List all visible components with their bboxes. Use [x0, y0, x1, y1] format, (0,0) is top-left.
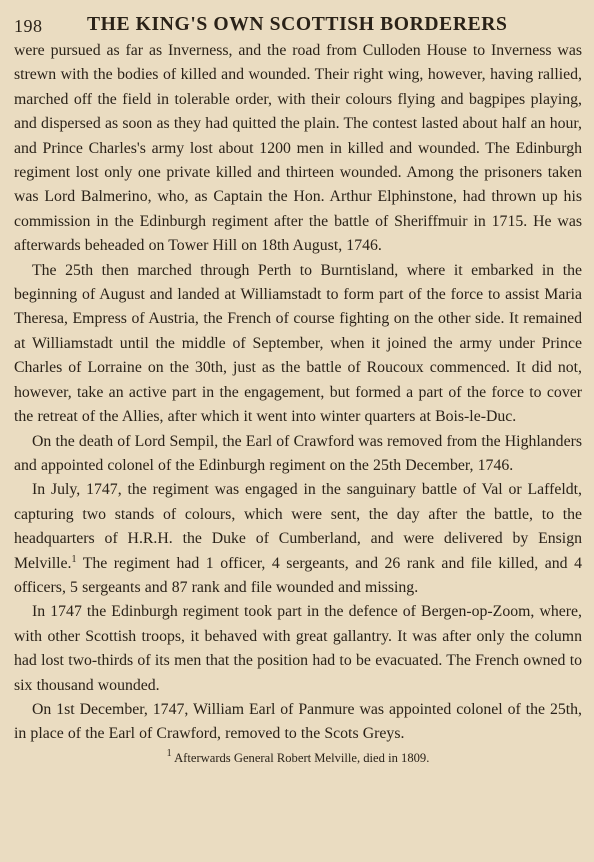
paragraph-laffeldt: [14, 478, 582, 600]
paragraph-culloden: were pursued as far as Inverness, and the road from Culloden House to Inverness was strewn with the bodies of killed and wounded. Their right wing, however, having rallied, marched off the field in tolerable order, with their colours flying and bagpipes playing, and dispersed as soon as they had quitted the plain. The contest lasted about half an hour, and Prince Charles's army lost about 1200 men in killed and wounded. The Edinburgh regiment lost only one private killed and thirteen wounded. Among the prisoners taken was Lord Balmerino, who, as Captain the Hon. Arthur Elphinstone, had thrown up his commission in the Edinburgh regiment after the battle of Sheriffmuir in 1715. He was afterwards beheaded on Tower Hill on 18th August, 1746.: [14, 42, 582, 255]
paragraph-laffeldt-text-after-note: The regiment had 1 officer, 4 sergeants, and 26 rank and file killed, and 4 officers, 5 sergeants and 87 rank and file wounded and missing.: [14, 554, 582, 596]
paragraph-crawford: On the death of Lord Sempil, the Earl of Crawford was removed from the Highlanders and appointed colonel of the Edinburgh regiment on the 25th December, 1746.: [14, 432, 582, 474]
footnote-reference: 1: [71, 553, 77, 565]
paragraph-williamstadt: The 25th then marched through Perth to Burntisland, where it embarked in the beginning of August and landed at Williamstadt to form part of the force to assist Maria Theresa, Empress of Austria, the French of course fighting on the other side. It remained at Williamstadt until the middle of September, when it joined the army under Prince Charles of Lorraine on the 30th, just as the battle of Roucoux commenced. It did not, however, take an active part in the engagement, but formed a part of the force to cover the retreat of the Allies, after which it went into winter quarters at Bois-le-Duc.: [14, 261, 582, 426]
footnote: [14, 747, 582, 766]
page-number: 198: [14, 16, 43, 36]
paragraph-panmure: On 1st December, 1747, William Earl of Panmure was appointed colonel of the 25th, in place of the Earl of Crawford, removed to the Scots Greys.: [14, 700, 582, 743]
body-text: [14, 39, 582, 747]
paragraph-laffeldt-text-before-note: In July, 1747, the regiment was engaged in the sanguinary battle of Val or Laffeldt, capturing two stands of colours, which were sent, the day after the battle, to the headquarters of H.R.H. the Duke of Cumberland, and were delivered by Ensign Melville.: [14, 481, 582, 572]
running-title: THE KING'S OWN SCOTTISH BORDERERS: [87, 14, 508, 35]
footnote-marker: 1: [166, 747, 172, 759]
paragraph-bergen-op-zoom: In 1747 the Edinburgh regiment took part in the defence of Bergen-op-Zoom, where, with other Scottish troops, it behaved with great gallantry. It was after only the column had lost two-thirds of its men that the position had to be evacuated. The French owned to six thousand wounded.: [14, 603, 582, 694]
footnote-text: Afterwards General Robert Melville, died in 1809.: [171, 750, 430, 765]
page-header: [14, 11, 582, 39]
